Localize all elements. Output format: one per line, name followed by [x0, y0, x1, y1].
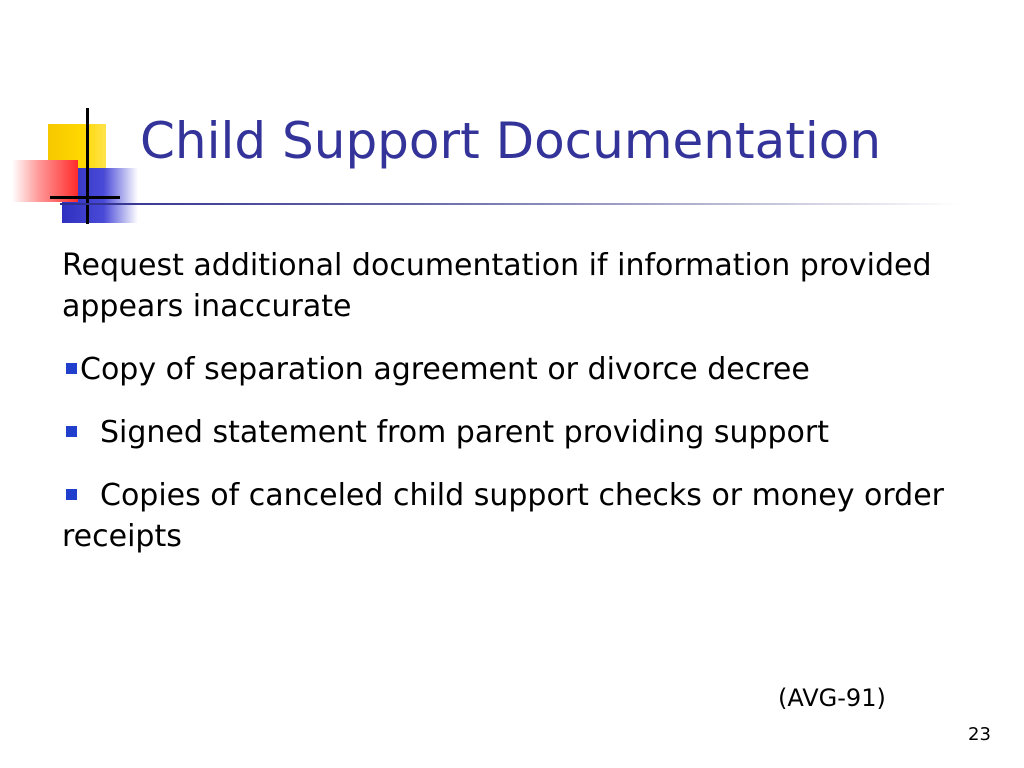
slide-content — [62, 245, 962, 579]
slide-title: Child Support Documentation — [140, 112, 882, 170]
logo-horizontal-line — [50, 196, 120, 199]
intro-paragraph: Request additional documentation if information provided appears inaccurate — [62, 248, 932, 324]
bullet-item — [62, 475, 962, 557]
bullet-text: Copies of canceled child support checks or money order receipts — [62, 478, 944, 554]
bullet-item — [62, 412, 962, 453]
reference-code: (AVG-91) — [778, 684, 886, 712]
bullet-square-icon — [66, 489, 77, 500]
bullet-text: Copy of separation agreement or divorce decree — [80, 352, 810, 387]
bullet-square-icon — [66, 363, 77, 374]
title-underline — [60, 203, 960, 205]
bullet-item — [62, 349, 962, 390]
bullet-text: Signed statement from parent providing support — [100, 415, 829, 450]
bullet-square-icon — [66, 426, 77, 437]
page-number: 23 — [968, 724, 991, 745]
logo-vertical-line — [86, 108, 89, 224]
